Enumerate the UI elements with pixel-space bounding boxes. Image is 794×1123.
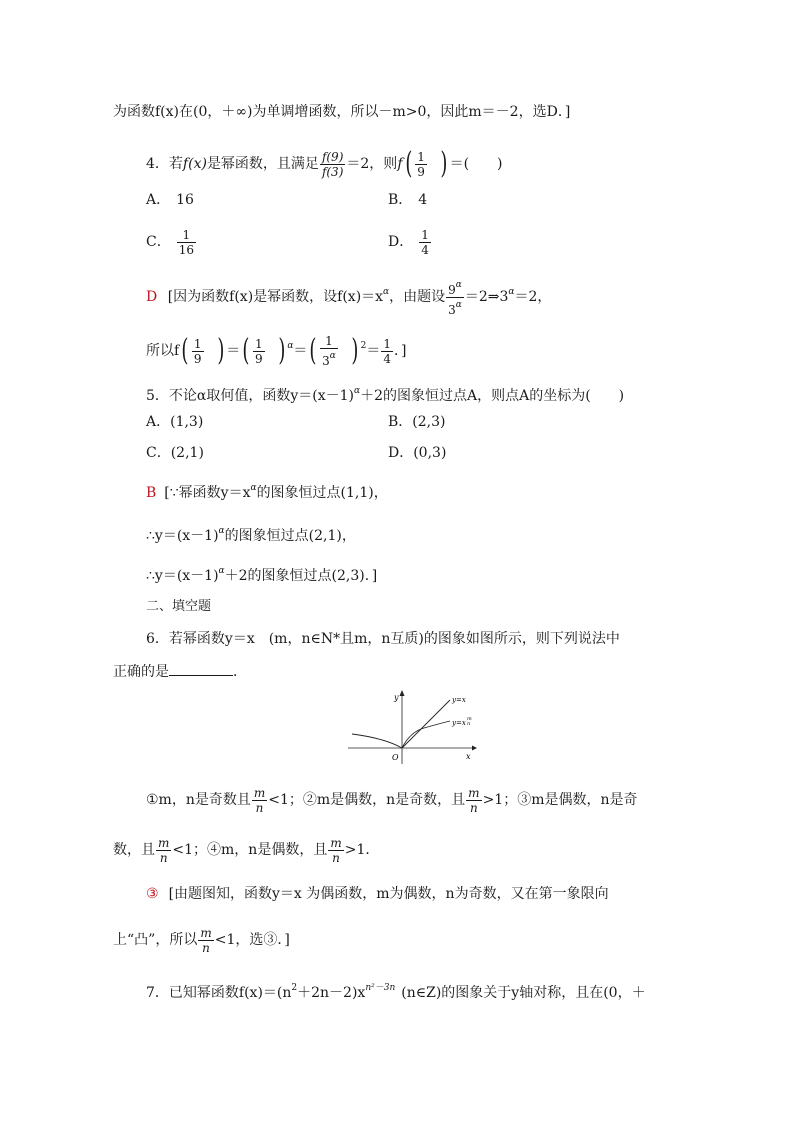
q4-arg-fraction xyxy=(415,150,427,179)
q5-answer-line-1: B [∵幂函数$y=x^\alpha$的图象恒过点(1,1)， xyxy=(146,483,388,501)
question-6-stem-line-2: 正确的是 ． xyxy=(113,661,247,682)
power-function-graph xyxy=(344,688,478,768)
q4-text-d: ＝( ) xyxy=(449,156,503,172)
curve-y-equals-x-m-over-n xyxy=(402,721,450,748)
answer-blank xyxy=(169,661,233,676)
question-5-stem: 5．不论α取何值，函数$y=(x-1)^\alpha+2$的图象恒过点A，则点A的坐标为( ) xyxy=(146,386,625,404)
q4-f: f xyxy=(397,156,403,172)
q5-option-c: C．(2,1) xyxy=(146,445,204,461)
q5-answer-line-2: $\therefore y=(x-1)^\alpha$的图象恒过点(2,1)， xyxy=(146,526,356,544)
question-4-stem: 4．若f(x)是幂函数，且满足 $\frac{f(9)}{f(3)}$ ＝2，则f( $\frac{1}{9}$ ) ＝( ) xyxy=(146,146,503,181)
q4-text-c: ＝2，则 xyxy=(346,156,398,172)
q5-answer-letter: B xyxy=(146,485,157,501)
q4-answer-letter: D xyxy=(146,289,158,305)
q6-options-line-2: 数，且 $\frac{m}{n}$ <1；④m，n是偶数，且 $\frac{m}{n}$ >1． xyxy=(113,835,380,865)
q5-option-a: A．(1,3) xyxy=(146,414,204,430)
label-y-equals-x: y=x xyxy=(452,696,466,704)
label-exp-m: m xyxy=(467,716,472,722)
origin-label: O xyxy=(392,753,399,762)
q6-answer-line-1: ③ [由题图知，函数y＝x 为偶函数，m为偶数，n为奇数，又在第一象限向 xyxy=(146,886,609,902)
label-y-equals-x-mn: y=x xyxy=(452,719,466,727)
q6-answer-mark: ③ xyxy=(146,886,159,902)
q4-frac-denominator: f(3) xyxy=(321,164,344,179)
q4-frac-numerator: f(9) xyxy=(321,149,344,164)
y-axis-arrow-icon xyxy=(400,690,405,696)
q4-text: 4．若 xyxy=(146,156,183,172)
q6-options-line-1: ①m，n是奇数且 $\frac{m}{n}$ <1；②m是偶数，n是奇数，且 $\frac{m}{n}$ >1；③m是偶数，n是奇 xyxy=(146,785,638,815)
curve-left-branch xyxy=(352,734,402,748)
q4-arg-den: 9 xyxy=(417,164,425,179)
q4-ratio-fraction xyxy=(320,150,345,179)
question-6-stem-line-1: 6．若幂函数y＝x (m，n∈N*且m，n互质)的图象如图所示，则下列说法中 xyxy=(146,631,620,647)
q6-answer-line-2: 上“凸”，所以 $\frac{m}{n}$ <1，选③．] xyxy=(113,925,290,955)
q4-option-a: A． 16 xyxy=(146,192,194,208)
q5-option-d: D．(0,3) xyxy=(388,445,447,461)
section-heading: 二、填空题 xyxy=(146,599,212,614)
q4-option-c: C． $\frac{1}{16}$ xyxy=(146,227,194,257)
prev-answer-tail: 为函数f(x)在(0，＋∞)为单调增函数，所以－m>0，因此m＝－2，选D．] xyxy=(113,104,571,120)
q4-option-b: B． 4 xyxy=(388,192,428,208)
question-7-stem: 7．已知幂函数$f(x)=(n^2+2n-2)x^{n^2-3n}$ (n∈Z)的图象关于y轴对称，且在(0，＋ xyxy=(146,983,646,1001)
q4-answer-line-2: 所以f( $\frac{1}{9}$ ) ＝( $\frac{1}{9}$ ) $^\alpha$＝( $\frac{1}{3^\alpha}$ ) $^2$＝ $\frac{1}{4}$ ．] xyxy=(146,333,407,368)
q4-answer-line-1: D [因为函数f(x)是幂函数，设$f(x)=x^\alpha$，由题设 $\frac{9^\alpha}{3^\alpha}$ $=2\Rightarrow 3^\alpha=2$， xyxy=(146,279,552,317)
x-axis-arrow-icon xyxy=(472,746,477,751)
q5-option-b: B．(2,3) xyxy=(388,414,446,430)
q4-text-b: 是幂函数，且满足 xyxy=(206,156,319,172)
q5-answer-line-3: $\therefore y=(x-1)^\alpha+2$的图象恒过点(2,3)．] xyxy=(146,566,378,584)
q4-fx: f(x) xyxy=(182,156,207,172)
y-axis-label: y xyxy=(394,693,399,702)
q4-arg-num: 1 xyxy=(417,149,425,164)
x-axis-label: x xyxy=(466,752,471,761)
label-exp-n: n xyxy=(467,721,471,727)
q4-option-d: D． $\frac{1}{4}$ xyxy=(388,227,429,257)
line-y-equals-x xyxy=(402,700,450,748)
